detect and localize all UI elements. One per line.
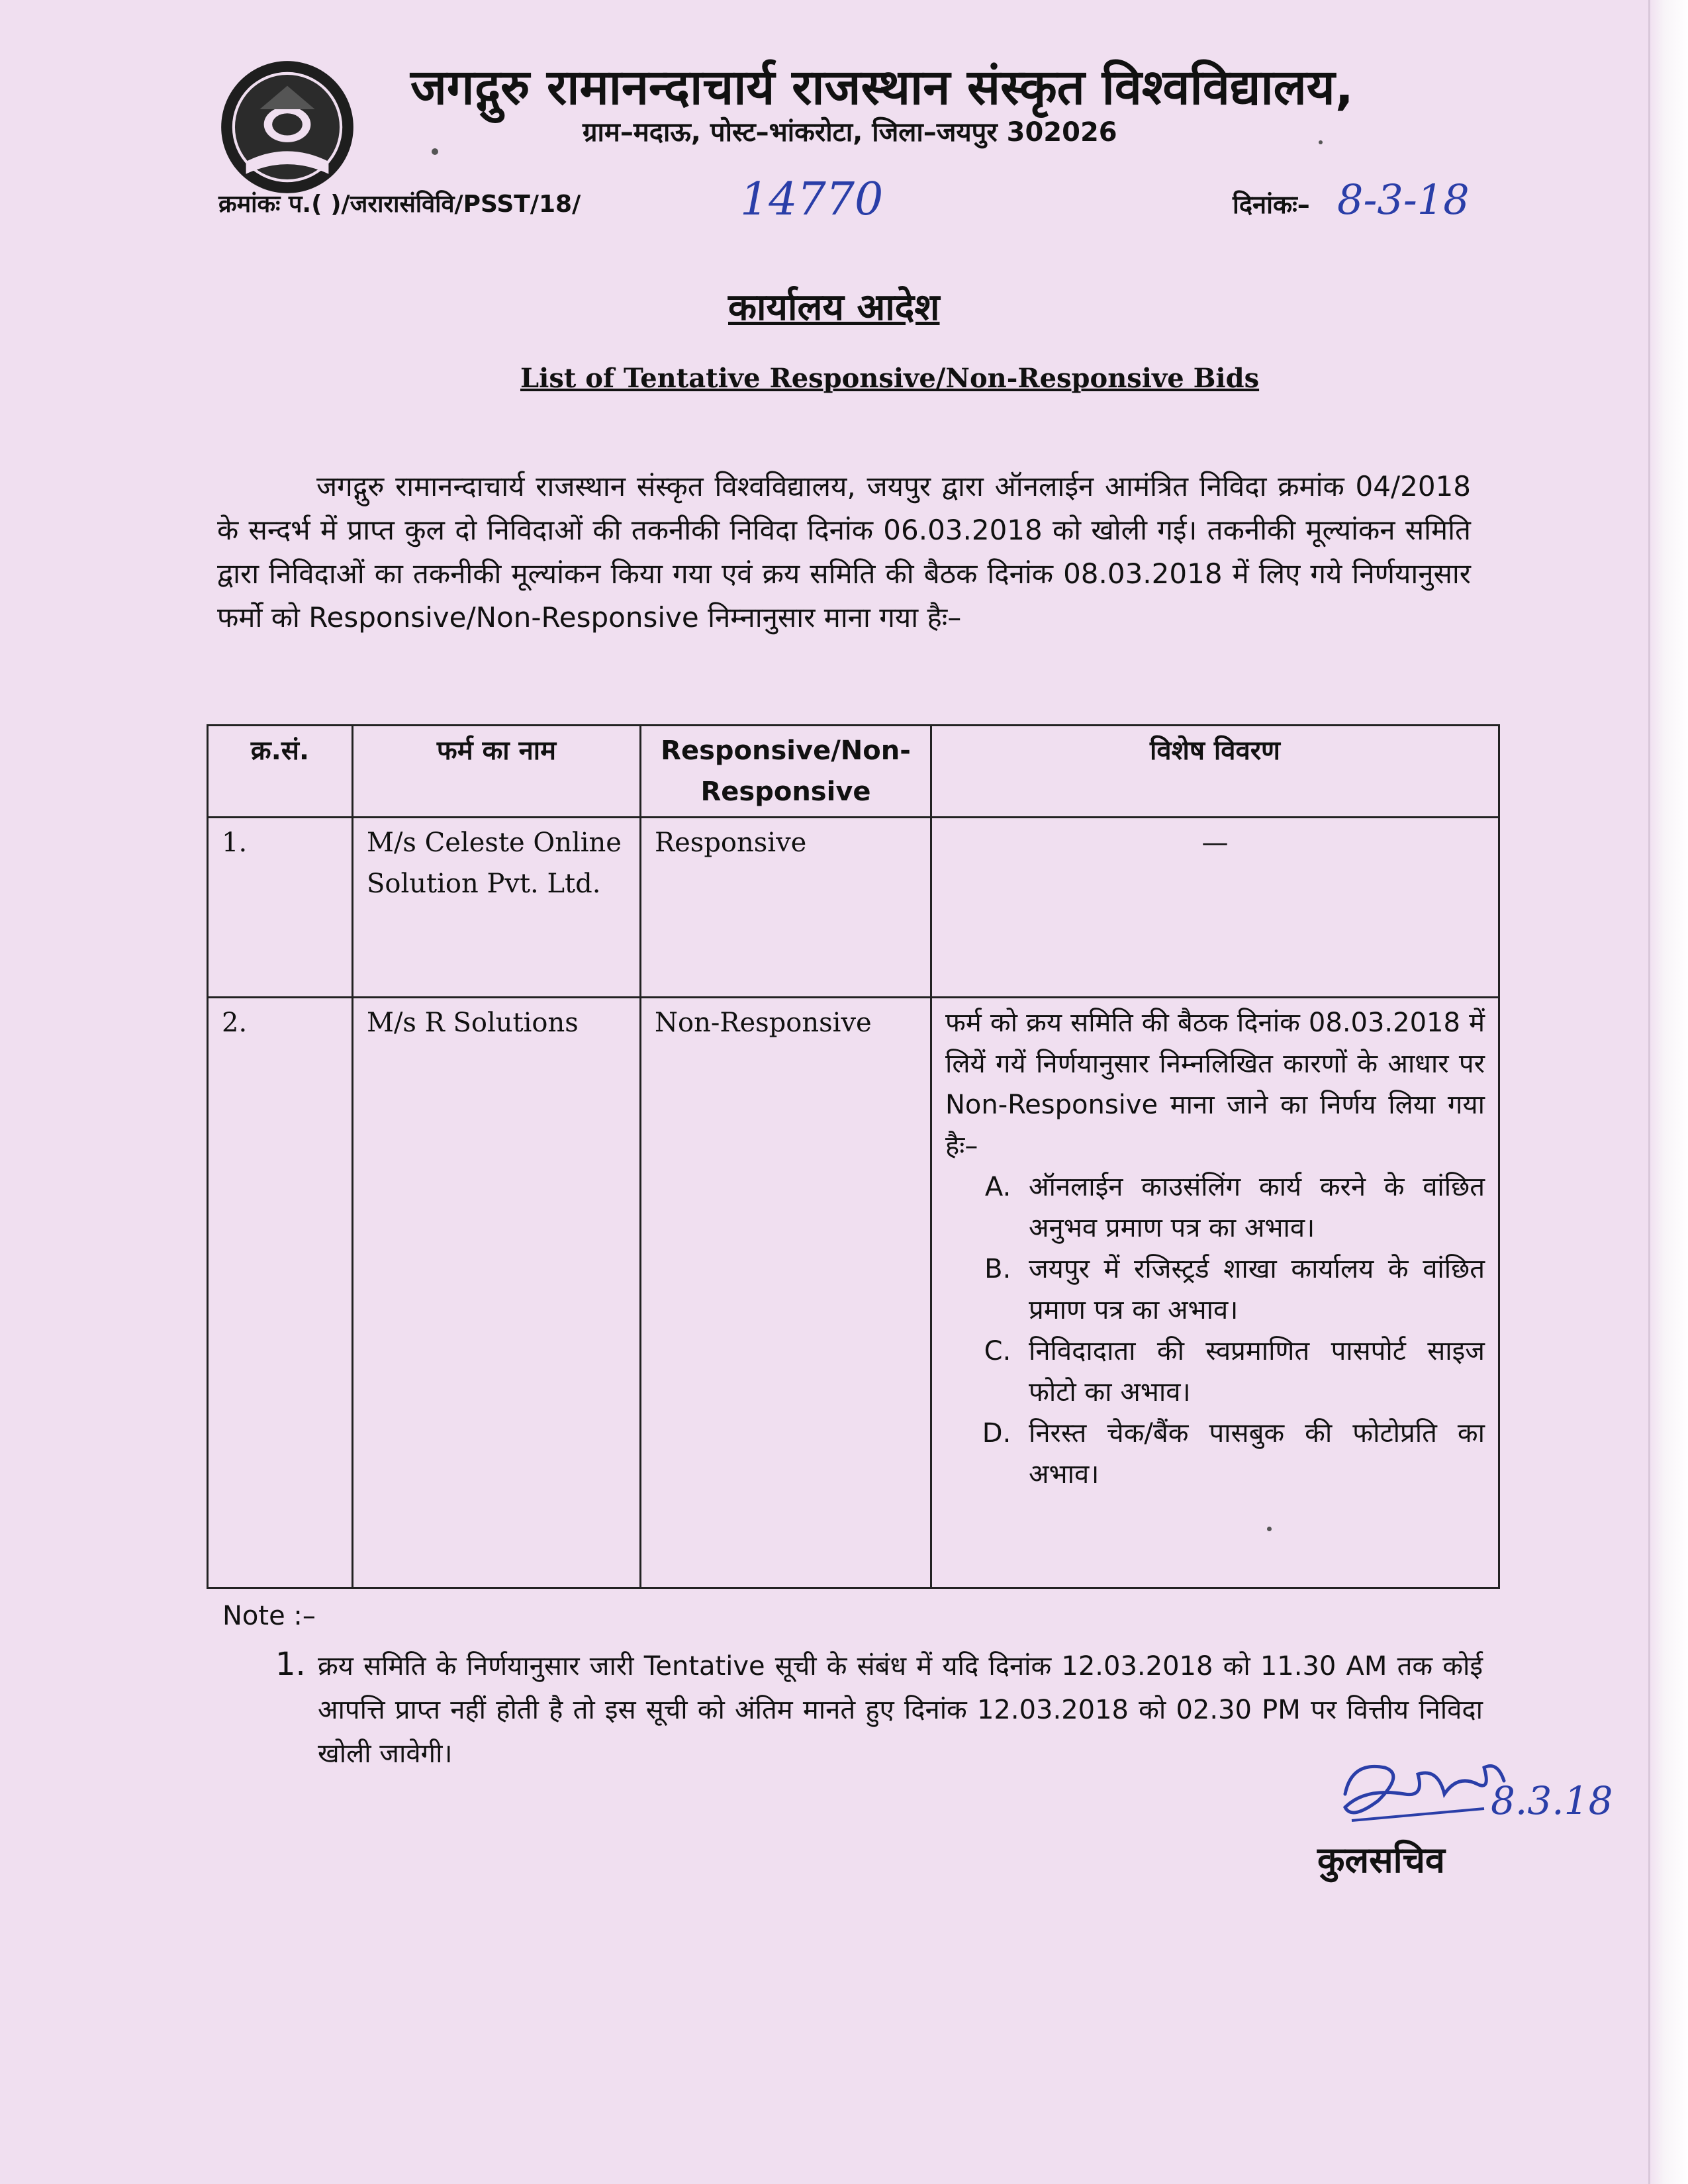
table-header-row	[208, 726, 1499, 818]
row-status: Responsive	[641, 818, 931, 998]
row-serial: 2.	[208, 998, 353, 1588]
signature-date: 8.3.18	[1491, 1778, 1613, 1823]
header-remarks: विशेष विवरण	[931, 726, 1499, 818]
table-row	[208, 818, 1499, 998]
date-handwritten: 8-3-18	[1337, 175, 1470, 224]
reason-item: B. जयपुर में रजिस्ट्रर्ड शाखा कार्यालय के वांछित प्रमाण पत्र का अभाव।	[1019, 1249, 1485, 1331]
registrar-designation: कुलसचिव	[1317, 1839, 1445, 1881]
intro-paragraph: जगद्गुरु रामानन्दाचार्य राजस्थान संस्कृत विश्वविद्यालय, जयपुर द्वारा ऑनलाईन आमंत्रित निविदा क्रमांक 04/2018 के सन्दर्भ में प्राप्त कुल दो निविदाओं की तकनीकी निविदा दिनांक 06.03.2018 को खोली गई। तकनीकी मूल्यांकन समिति द्वारा निविदाओं का तकनीकी मूल्यांकन किया गया एवं क्रय समिति की बैठक दिनांक 08.03.2018 में लिए गये निर्णयानुसार फर्मो को Responsive/Non-Responsive निम्नानुसार माना गया हैः–	[217, 470, 1471, 634]
page-subtitle: List of Tentative Responsive/Non-Responsive Bids	[520, 363, 1260, 394]
page-edge	[1648, 0, 1688, 2184]
ink-speck	[1319, 140, 1323, 144]
row-remarks: —	[931, 818, 1499, 998]
row-remarks	[931, 998, 1499, 1588]
date-label: दिनांकः–	[1233, 190, 1310, 219]
table-row	[208, 998, 1499, 1588]
page-title: कार्यालय आदेश	[728, 286, 940, 329]
row-status: Non-Responsive	[641, 998, 931, 1588]
reasons-list	[945, 1166, 1485, 1495]
note-text: क्रय समिति के निर्णयानुसार जारी Tentative सूची के संबंध में यदि दिनांक 12.03.2018 को 11.30 AM तक कोई आपत्ति प्राप्त नहीं होती है तो इस सूची को अंतिम मानते हुए दिनांक 12.03.2018 को 02.30 PM पर वित्तीय निविदा खोली जावेगी।	[318, 1651, 1483, 1769]
note-number: 1.	[275, 1646, 306, 1683]
note-label: Note :–	[222, 1601, 316, 1631]
university-address: ग्राम–मदाऊ, पोस्ट–भांकरोटा, जिला–जयपुर 302026	[583, 117, 1117, 148]
row-firm-name: M/s R Solutions	[353, 998, 641, 1588]
reason-item: A. ऑनलाईन काउसंलिंग कार्य करने के वांछित अनुभव प्रमाण पत्र का अभाव।	[1019, 1166, 1485, 1249]
page-crease	[1648, 0, 1650, 2184]
reason-item: D. निरस्त चेक/बैंक पासबुक की फोटोप्रति का अभाव।	[1019, 1413, 1485, 1495]
header-status: Responsive/Non-Responsive	[641, 726, 931, 818]
bids-table	[207, 724, 1500, 1589]
remarks-intro: फर्म को क्रय समिति की बैठक दिनांक 08.03.2018 में लियें गयें निर्णयानुसार निम्नलिखित कारणों के आधार पर Non-Responsive माना जाने का निर्णय लिया गया हैः–	[945, 1008, 1485, 1161]
ink-speck	[1267, 1527, 1272, 1531]
reference-number-label: क्रमांकः प.( )/जरारासंविवि/PSST/18/	[218, 191, 581, 218]
header-serial: क्र.सं.	[208, 726, 353, 818]
ink-speck	[432, 148, 438, 155]
row-serial: 1.	[208, 818, 353, 998]
reason-item: C. निविदादाता की स्वप्रमाणित पासपोर्ट साइज फोटो का अभाव।	[1019, 1331, 1485, 1413]
university-name: जगद्गुरु रामानन्दाचार्य राजस्थान संस्कृत विश्वविद्यालय,	[410, 59, 1354, 116]
university-seal-icon	[218, 58, 356, 196]
row-firm-name: M/s Celeste Online Solution Pvt. Ltd.	[353, 818, 641, 998]
reference-number-handwritten: 14770	[740, 173, 884, 226]
header-firm-name: फर्म का नाम	[353, 726, 641, 818]
